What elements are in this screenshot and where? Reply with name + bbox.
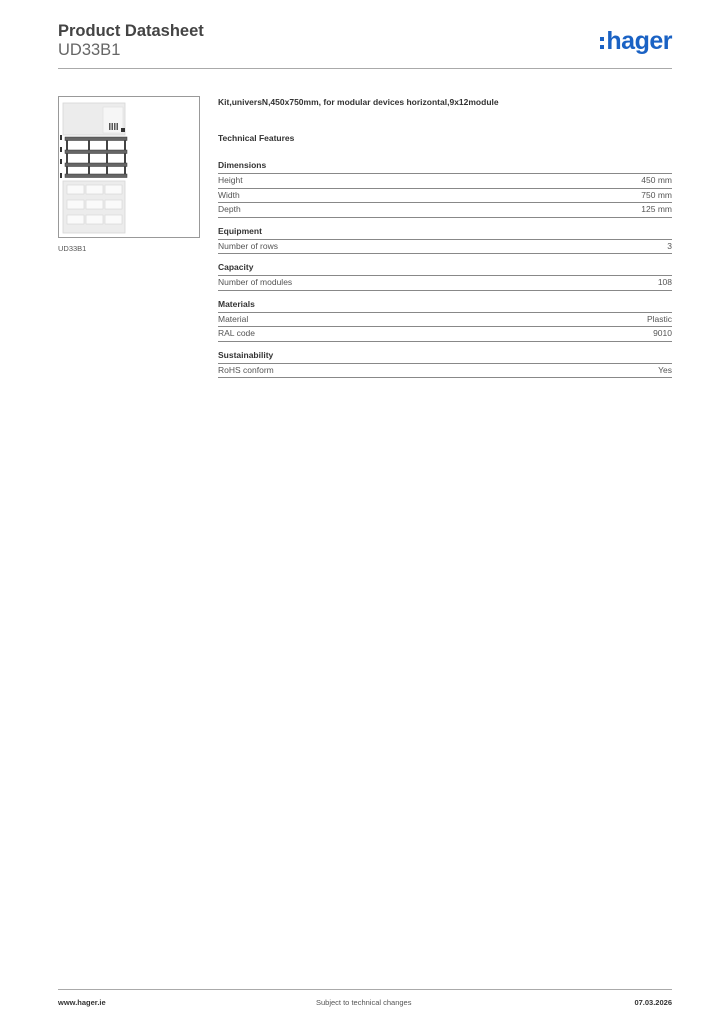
spec-value: 108 (657, 277, 672, 287)
spec-row (218, 364, 672, 379)
spec-row (218, 189, 672, 204)
spec-row (218, 313, 672, 328)
technical-features-heading: Technical Features (218, 133, 295, 143)
document-title: Product Datasheet (58, 22, 204, 40)
section-title: Sustainability (218, 350, 672, 364)
spec-value: Plastic (646, 313, 672, 324)
spec-value: 450 mm (641, 175, 672, 185)
footer-notice: Subject to technical changes (316, 998, 412, 1007)
spec-label: RAL code (218, 328, 256, 338)
section-capacity (218, 262, 672, 291)
spec-value: 750 mm (641, 189, 672, 200)
spec-label: Material (218, 313, 249, 324)
footer-date: 07.03.2026 (634, 998, 672, 1007)
spec-label: RoHS conform (218, 364, 274, 375)
section-title: Materials (218, 299, 672, 313)
section-title: Capacity (218, 262, 672, 276)
logo-dots-icon (600, 37, 604, 49)
spec-label: Height (218, 175, 243, 185)
website-link[interactable]: www.hager.ie (58, 998, 106, 1007)
section-equipment (218, 226, 672, 255)
section-title: Dimensions (218, 160, 672, 174)
document-header (58, 22, 204, 60)
spec-label: Number of modules (218, 277, 293, 287)
section-sustainability (218, 350, 672, 379)
spec-label: Number of rows (218, 240, 278, 251)
section-materials (218, 299, 672, 342)
image-caption: UD33B1 (58, 244, 87, 253)
product-details (218, 97, 672, 386)
spec-value: 3 (667, 240, 672, 251)
spec-row (218, 327, 672, 342)
spec-row (218, 174, 672, 189)
spec-label: Width (218, 189, 240, 200)
product-code: UD33B1 (58, 41, 121, 59)
spec-row (218, 203, 672, 218)
product-kit-icon (59, 97, 199, 237)
spec-row (218, 240, 672, 255)
spec-value: 125 mm (641, 204, 672, 214)
spec-row (218, 276, 672, 291)
spec-label: Depth (218, 204, 241, 214)
footer-divider (58, 989, 672, 990)
logo-text: hager (606, 27, 672, 55)
product-description: Kit,universN,450x750mm, for modular devices horizontal,9x12module (218, 97, 499, 107)
spec-value: Yes (658, 364, 672, 375)
section-title: Equipment (218, 226, 672, 240)
product-image (58, 96, 200, 238)
section-dimensions (218, 160, 672, 218)
header-divider (58, 68, 672, 69)
spec-value: 9010 (653, 328, 672, 338)
hager-logo (600, 27, 672, 56)
